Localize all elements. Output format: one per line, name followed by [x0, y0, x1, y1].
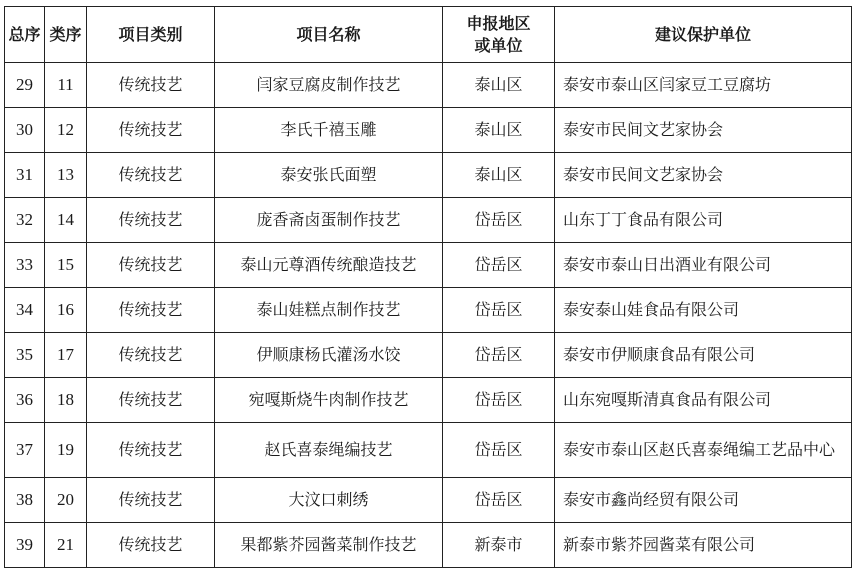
cell-protection-unit: 泰安市鑫尚经贸有限公司 — [555, 478, 852, 523]
cell-project-name: 泰山娃糕点制作技艺 — [215, 288, 443, 333]
cell-total-no: 34 — [5, 288, 45, 333]
cell-protection-unit: 泰安市民间文艺家协会 — [555, 108, 852, 153]
table-row — [5, 108, 852, 153]
cell-category: 传统技艺 — [87, 153, 215, 198]
header-category-no: 类序 — [45, 7, 87, 63]
cell-project-name: 伊顺康杨氏灌汤水饺 — [215, 333, 443, 378]
table-row — [5, 63, 852, 108]
cell-total-no: 36 — [5, 378, 45, 423]
cell-category: 传统技艺 — [87, 523, 215, 568]
cell-category-no: 18 — [45, 378, 87, 423]
cell-protection-unit: 泰安泰山娃食品有限公司 — [555, 288, 852, 333]
cell-category-no: 15 — [45, 243, 87, 288]
cell-category-no: 17 — [45, 333, 87, 378]
cell-protection-unit: 山东丁丁食品有限公司 — [555, 198, 852, 243]
cell-project-name: 大汶口刺绣 — [215, 478, 443, 523]
cell-project-name: 赵氏喜泰绳编技艺 — [215, 423, 443, 478]
cell-region: 岱岳区 — [443, 243, 555, 288]
cell-protection-unit: 泰安市泰山区闫家豆工豆腐坊 — [555, 63, 852, 108]
header-total-no: 总序 — [5, 7, 45, 63]
table-row — [5, 288, 852, 333]
cell-category: 传统技艺 — [87, 478, 215, 523]
cell-category: 传统技艺 — [87, 333, 215, 378]
table-row — [5, 333, 852, 378]
header-project-category: 项目类别 — [87, 7, 215, 63]
cell-region: 岱岳区 — [443, 478, 555, 523]
cell-total-no: 39 — [5, 523, 45, 568]
cell-region: 泰山区 — [443, 63, 555, 108]
header-protection-unit: 建议保护单位 — [555, 7, 852, 63]
table-row — [5, 243, 852, 288]
header-region-line2: 或单位 — [474, 35, 523, 55]
cell-category-no: 20 — [45, 478, 87, 523]
table-row — [5, 378, 852, 423]
cell-protection-unit: 新泰市紫芥园酱菜有限公司 — [555, 523, 852, 568]
cell-project-name: 宛嘎斯烧牛肉制作技艺 — [215, 378, 443, 423]
cell-total-no: 30 — [5, 108, 45, 153]
table-row — [5, 153, 852, 198]
cell-region: 泰山区 — [443, 153, 555, 198]
cell-total-no: 33 — [5, 243, 45, 288]
header-region — [443, 7, 555, 63]
cell-category: 传统技艺 — [87, 243, 215, 288]
cell-category: 传统技艺 — [87, 108, 215, 153]
cell-total-no: 32 — [5, 198, 45, 243]
cell-total-no: 35 — [5, 333, 45, 378]
cell-project-name: 果都紫芥园酱菜制作技艺 — [215, 523, 443, 568]
cell-project-name: 泰山元尊酒传统酿造技艺 — [215, 243, 443, 288]
heritage-table-container — [4, 6, 852, 568]
cell-region: 泰山区 — [443, 108, 555, 153]
cell-region: 岱岳区 — [443, 288, 555, 333]
table-row — [5, 523, 852, 568]
cell-category: 传统技艺 — [87, 198, 215, 243]
table-header-row — [5, 7, 852, 63]
cell-category: 传统技艺 — [87, 423, 215, 478]
cell-region: 岱岳区 — [443, 423, 555, 478]
table-row — [5, 198, 852, 243]
cell-region: 岱岳区 — [443, 333, 555, 378]
cell-category: 传统技艺 — [87, 63, 215, 108]
cell-region: 岱岳区 — [443, 198, 555, 243]
cell-category-no: 13 — [45, 153, 87, 198]
cell-category-no: 19 — [45, 423, 87, 478]
cell-protection-unit: 山东宛嘎斯清真食品有限公司 — [555, 378, 852, 423]
cell-project-name: 泰安张氏面塑 — [215, 153, 443, 198]
cell-category-no: 16 — [45, 288, 87, 333]
cell-category-no: 14 — [45, 198, 87, 243]
header-region-line1: 申报地区 — [466, 13, 531, 33]
cell-category-no: 21 — [45, 523, 87, 568]
cell-project-name: 闫家豆腐皮制作技艺 — [215, 63, 443, 108]
cell-protection-unit: 泰安市泰山日出酒业有限公司 — [555, 243, 852, 288]
cell-category: 传统技艺 — [87, 288, 215, 333]
cell-category-no: 12 — [45, 108, 87, 153]
cell-category: 传统技艺 — [87, 378, 215, 423]
table-row — [5, 478, 852, 523]
cell-total-no: 37 — [5, 423, 45, 478]
cell-region: 新泰市 — [443, 523, 555, 568]
table-row — [5, 423, 852, 478]
cell-protection-unit: 泰安市伊顺康食品有限公司 — [555, 333, 852, 378]
cell-category-no: 11 — [45, 63, 87, 108]
cell-total-no: 31 — [5, 153, 45, 198]
cell-total-no: 38 — [5, 478, 45, 523]
heritage-project-table — [4, 6, 852, 568]
cell-total-no: 29 — [5, 63, 45, 108]
cell-protection-unit: 泰安市民间文艺家协会 — [555, 153, 852, 198]
cell-protection-unit: 泰安市泰山区赵氏喜泰绳编工艺品中心 — [555, 423, 852, 478]
cell-region: 岱岳区 — [443, 378, 555, 423]
cell-project-name: 李氏千禧玉雕 — [215, 108, 443, 153]
header-project-name: 项目名称 — [215, 7, 443, 63]
cell-project-name: 庞香斋卤蛋制作技艺 — [215, 198, 443, 243]
